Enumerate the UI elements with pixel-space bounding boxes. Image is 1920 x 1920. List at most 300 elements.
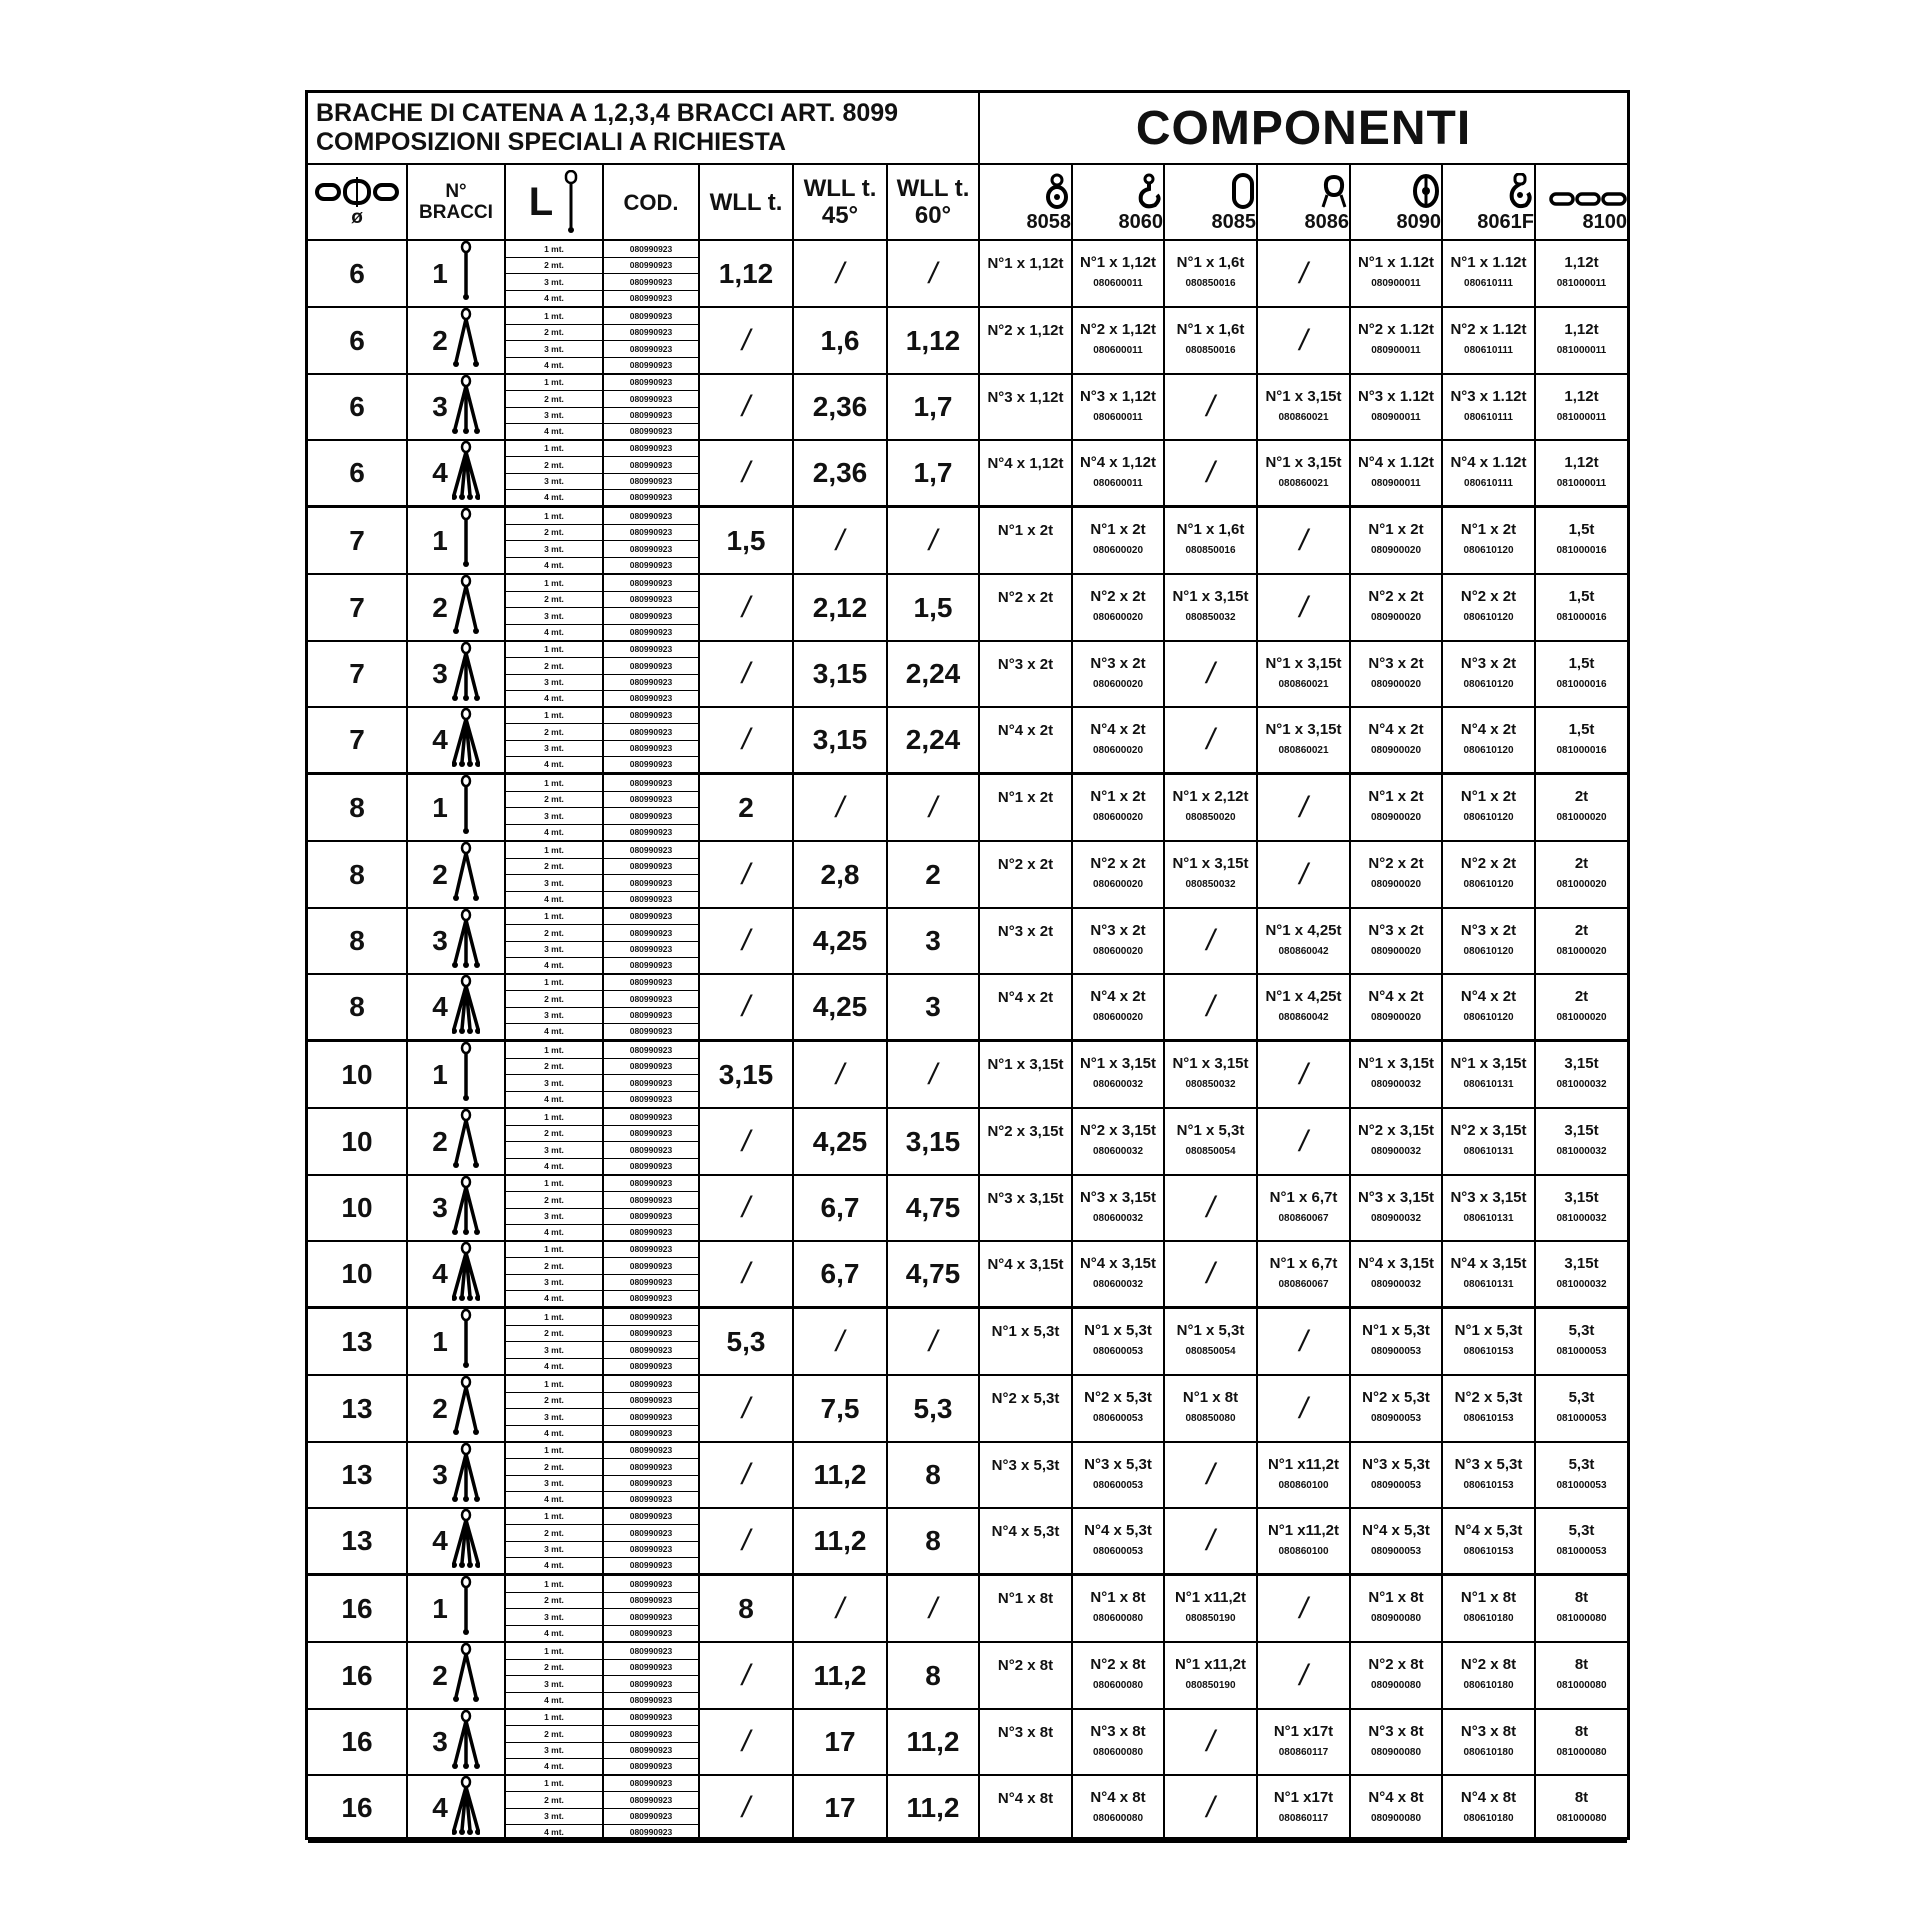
component-cell-8086: / [1258, 1576, 1351, 1643]
component-cell-8060 [1073, 1509, 1165, 1576]
length-cell [506, 1376, 604, 1443]
length-option: 3 mt. [506, 1609, 602, 1626]
component-cell-8058 [980, 1042, 1073, 1109]
component-spec: N°1 x 8t [1182, 1389, 1239, 1406]
sling-legs-icon [452, 1776, 480, 1841]
component-article-code: 081000080 [1556, 1613, 1607, 1624]
component-spec: N°4 x 8t [1460, 1788, 1517, 1806]
component-spec: N°1 x 3,15t [1265, 453, 1342, 471]
component-cell-8061F [1443, 842, 1536, 909]
length-code: 080990923 [604, 608, 698, 625]
length-code: 080990923 [604, 1542, 698, 1558]
component-cell-8086 [1258, 1509, 1351, 1576]
diameter-cell: 13 [308, 1443, 408, 1509]
component-cell-8086: / [1258, 1376, 1351, 1443]
length-cell [506, 1309, 604, 1376]
arms-count: 4 [432, 1258, 448, 1289]
component-code: 8090 [1396, 210, 1441, 233]
component-spec: 1,12t [1564, 453, 1599, 471]
wll-cell: / [700, 1443, 794, 1509]
component-article-code: 080900080 [1370, 1812, 1422, 1824]
wll-cell: 8 [700, 1576, 794, 1643]
component-spec: N°2 x 8t [1090, 1656, 1146, 1673]
component-spec: N°2 x 2t [997, 856, 1054, 873]
length-code: 080990923 [604, 1258, 698, 1274]
component-article-code: 080860117 [1278, 1812, 1329, 1824]
wll45-cell: 11,2 [794, 1443, 888, 1509]
component-cell-8061F [1443, 1576, 1536, 1643]
component-cell-8060 [1073, 1443, 1165, 1509]
component-article-code: 081000020 [1556, 1011, 1607, 1023]
arms-cell [408, 708, 506, 775]
code-cell [604, 1443, 700, 1509]
component-spec: N°3 x 2t [1460, 654, 1517, 672]
component-spec: N°1 x 5,3t [1176, 1322, 1245, 1339]
component-article-code: 081000016 [1556, 744, 1607, 756]
component-cell-8060 [1073, 241, 1165, 308]
wll-header: WLL t. [700, 165, 794, 241]
component-spec: N°4 x 3,15t [1079, 1254, 1157, 1272]
component-cell-8085 [1165, 842, 1258, 909]
arms-cell [408, 241, 506, 308]
length-code: 080990923 [604, 1593, 698, 1610]
diameter-header [308, 165, 408, 241]
length-option: 4 mt. [544, 1827, 564, 1838]
component-spec: N°2 x 3,15t [1450, 1122, 1527, 1139]
arms-count: 3 [432, 1459, 448, 1490]
length-code: 080990923 [629, 894, 673, 904]
diameter-cell: 8 [308, 775, 408, 842]
component-cell-8100 [1536, 1710, 1627, 1776]
length-option: 3 mt. [506, 1409, 602, 1426]
length-code: 080990923 [629, 1227, 673, 1238]
wll60-cell: 2,24 [888, 642, 980, 708]
length-option: 4 mt. [544, 1695, 564, 1705]
length-code: 080990923 [629, 1293, 673, 1304]
length-code: 080990923 [604, 1710, 698, 1726]
component-cell-8061F [1443, 775, 1536, 842]
component-article-code: 080900020 [1370, 678, 1422, 690]
single-leg-icon [563, 170, 579, 234]
length-option: 3 mt. [506, 608, 602, 625]
length-option: 2 mt. [506, 1726, 602, 1742]
component-spec: N°1 x 1,12t [987, 255, 1064, 272]
length-option: 2 mt. [506, 859, 602, 876]
length-code: 080990923 [604, 1059, 698, 1076]
component-spec: N°1 x 3,15t [1172, 855, 1249, 872]
length-code: 080990923 [629, 1361, 673, 1371]
length-option: 1 mt. [506, 1376, 602, 1393]
component-article-code: 080900011 [1371, 411, 1421, 423]
wll45-cell: / [794, 508, 888, 575]
length-header [506, 165, 604, 241]
component-spec: N°1 x 8t [997, 1590, 1054, 1607]
component-cell-8058 [980, 575, 1073, 642]
component-spec: N°2 x 1.12t [1450, 321, 1527, 338]
component-cell-8085: / [1165, 1710, 1258, 1776]
wll45-cell: / [794, 1309, 888, 1376]
component-spec: 5,3t [1568, 1521, 1595, 1539]
component-article-code: 081000080 [1556, 1812, 1607, 1824]
component-spec: N°3 x 2t [1368, 921, 1424, 939]
arms-cell [408, 1710, 506, 1776]
wll-cell: 1,5 [700, 508, 794, 575]
component-cell-8086 [1258, 642, 1351, 708]
arms-cell [408, 1776, 506, 1843]
length-option: 1 mt. [506, 1443, 602, 1459]
component-article-code: 080900053 [1370, 1346, 1422, 1357]
component-cell-8058 [980, 775, 1073, 842]
component-article-code: 080860117 [1278, 1746, 1329, 1758]
wll60-cell: 1,7 [888, 441, 980, 508]
length-option: 3 mt. [506, 408, 602, 424]
wll45-header-line2: 45° [821, 202, 859, 229]
connecting-link-icon [1411, 169, 1441, 211]
component-spec: N°4 x 8t [997, 1790, 1054, 1807]
component-cell-8060 [1073, 975, 1165, 1042]
component-spec: N°4 x 2t [1090, 720, 1146, 738]
component-cell-8090 [1351, 1443, 1443, 1509]
component-spec: N°1 x 3,15t [1079, 1055, 1157, 1072]
diameter-cell: 16 [308, 1576, 408, 1643]
component-cell-8090 [1351, 1309, 1443, 1376]
code-cell [604, 909, 700, 975]
length-code: 080990923 [629, 1695, 673, 1705]
diameter-cell: 10 [308, 1176, 408, 1242]
diameter-cell: 6 [308, 441, 408, 508]
component-cell-8061F [1443, 441, 1536, 508]
length-code: 080990923 [604, 808, 698, 825]
component-article-code: 080850016 [1185, 545, 1236, 556]
length-option: 4 mt. [544, 960, 564, 971]
component-spec: 1,12t [1564, 254, 1599, 271]
component-cell-8058 [980, 1710, 1073, 1776]
length-option: 3 mt. [506, 1342, 602, 1359]
length-option: 2 mt. [506, 391, 602, 407]
length-code: 080990923 [629, 960, 673, 971]
wll60-header [888, 165, 980, 241]
component-spec: N°3 x 3,15t [987, 1190, 1064, 1207]
component-article-code: 081000053 [1556, 1545, 1607, 1557]
sling-legs-icon [452, 842, 480, 907]
component-spec: 8t [1574, 1722, 1589, 1740]
component-spec: 5,3t [1568, 1455, 1595, 1473]
length-code: 080990923 [629, 492, 673, 503]
component-cell-8058 [980, 1443, 1073, 1509]
component-article-code: 080610120 [1463, 879, 1514, 890]
length-option: 4 mt. [544, 1428, 564, 1438]
component-cell-8061F [1443, 1443, 1536, 1509]
component-article-code: 081000020 [1556, 879, 1607, 890]
length-option: 3 mt. [506, 1209, 602, 1225]
component-article-code: 080610180 [1463, 1680, 1514, 1691]
component-spec: N°1 x11,2t [1174, 1589, 1247, 1606]
length-code: 080990923 [604, 925, 698, 941]
length-option: 4 mt. [544, 360, 564, 370]
component-article-code: 080900080 [1370, 1680, 1422, 1691]
component-article-code: 081000032 [1556, 1212, 1607, 1224]
arms-count: 2 [432, 1125, 448, 1157]
length-code: 080990923 [604, 592, 698, 609]
wll45-header [794, 165, 888, 241]
component-article-code: 080600080 [1092, 1613, 1144, 1624]
master-assembly-icon [1319, 169, 1349, 211]
sling-legs-icon [452, 241, 480, 306]
component-spec: N°1 x 2t [1368, 521, 1424, 538]
component-article-code: 080600053 [1092, 1545, 1144, 1557]
component-spec: N°3 x 5,3t [1084, 1455, 1152, 1473]
length-code: 080990923 [604, 775, 698, 792]
component-article-code: 080860067 [1278, 1278, 1329, 1290]
component-spec: N°1 x 2t [1090, 521, 1146, 538]
component-article-code: 081000011 [1556, 345, 1607, 356]
component-cell-8085 [1165, 508, 1258, 575]
componenti-title: COMPONENTI [980, 93, 1627, 165]
component-article-code: 080900053 [1370, 1479, 1422, 1491]
diameter-symbol: ø [351, 206, 363, 228]
length-option: 3 mt. [506, 1075, 602, 1092]
code-cell [604, 575, 700, 642]
length-option: 3 mt. [506, 1008, 602, 1024]
component-cell-8060 [1073, 1109, 1165, 1176]
table-title [308, 93, 980, 165]
component-code: 8061F [1477, 210, 1534, 233]
component-spec: 1,5t [1568, 720, 1595, 738]
length-code: 080990923 [604, 575, 698, 592]
diameter-cell: 10 [308, 1109, 408, 1176]
wll45-cell: 4,25 [794, 1109, 888, 1176]
component-cell-8060 [1073, 441, 1165, 508]
component-cell-8100 [1536, 1643, 1627, 1710]
wll-cell: / [700, 1176, 794, 1242]
component-cell-8085: / [1165, 1242, 1258, 1309]
component-cell-8061F [1443, 909, 1536, 975]
component-spec: N°3 x 2t [997, 656, 1054, 673]
wll60-cell: 5,3 [888, 1376, 980, 1443]
component-spec: N°1 x 4,25t [1265, 921, 1342, 939]
sling-legs-icon [452, 508, 480, 573]
length-option: 1 mt. [506, 642, 602, 658]
component-cell-8086: / [1258, 1042, 1351, 1109]
length-code: 080990923 [629, 827, 673, 837]
length-option: 4 mt. [544, 1361, 564, 1371]
component-spec: N°3 x 2t [1368, 654, 1424, 672]
length-code: 080990923 [604, 1192, 698, 1208]
component-cell-8100 [1536, 441, 1627, 508]
length-code: 080990923 [604, 258, 698, 275]
length-option: 2 mt. [506, 1459, 602, 1475]
arms-cell [408, 1509, 506, 1576]
component-article-code: 080860021 [1278, 411, 1329, 423]
wll45-cell: 11,2 [794, 1509, 888, 1576]
length-code: 080990923 [604, 408, 698, 424]
wll-cell: 1,12 [700, 241, 794, 308]
component-article-code: 080610153 [1463, 1413, 1514, 1424]
component-cell-8058 [980, 842, 1073, 909]
component-header-8100 [1536, 165, 1627, 241]
component-cell-8061F [1443, 1042, 1536, 1109]
arms-cell [408, 642, 506, 708]
wll60-cell: 1,5 [888, 575, 980, 642]
component-article-code: 080860021 [1278, 678, 1329, 690]
component-article-code: 080610120 [1463, 612, 1514, 623]
component-cell-8086: / [1258, 1643, 1351, 1710]
sling-legs-icon [452, 1309, 480, 1374]
component-cell-8100 [1536, 909, 1627, 975]
component-spec: N°1 x17t [1273, 1722, 1334, 1740]
length-cell [506, 1176, 604, 1242]
component-spec: N°1 x 1,6t [1176, 254, 1245, 271]
component-cell-8085: / [1165, 441, 1258, 508]
length-option: 2 mt. [506, 1126, 602, 1143]
length-option: 2 mt. [506, 1326, 602, 1343]
component-article-code: 080600080 [1092, 1680, 1144, 1691]
length-code: 080990923 [604, 842, 698, 859]
length-cell [506, 441, 604, 508]
component-cell-8060 [1073, 1710, 1165, 1776]
wll-cell: / [700, 1509, 794, 1576]
component-spec: N°1 x 2t [997, 522, 1054, 539]
sling-legs-icon [452, 909, 480, 974]
length-code: 080990923 [629, 759, 673, 770]
length-code: 080990923 [604, 1443, 698, 1459]
component-spec: N°2 x 8t [997, 1657, 1054, 1674]
component-article-code: 080860100 [1278, 1479, 1329, 1491]
arms-count: 2 [432, 591, 448, 623]
component-spec: N°3 x 1.12t [1357, 387, 1435, 405]
component-header-8090 [1351, 165, 1443, 241]
component-cell-8090 [1351, 1710, 1443, 1776]
arms-count: 4 [432, 724, 448, 755]
length-code: 080990923 [629, 1827, 673, 1838]
component-article-code: 080600053 [1092, 1479, 1144, 1491]
arms-cell [408, 508, 506, 575]
length-option: 3 mt. [506, 875, 602, 892]
component-spec: N°1 x 5,3t [991, 1323, 1060, 1340]
component-cell-8090 [1351, 975, 1443, 1042]
length-code: 080990923 [604, 658, 698, 674]
length-option: 2 mt. [506, 991, 602, 1007]
length-option: 1 mt. [506, 508, 602, 525]
diameter-cell: 7 [308, 508, 408, 575]
component-cell-8061F [1443, 375, 1536, 441]
component-spec: N°4 x 2t [1460, 987, 1517, 1005]
component-cell-8086 [1258, 1443, 1351, 1509]
length-code: 080990923 [604, 1476, 698, 1492]
component-article-code: 080610131 [1463, 1146, 1514, 1157]
wll-cell: 5,3 [700, 1309, 794, 1376]
length-code: 080990923 [604, 1509, 698, 1525]
wll45-cell: / [794, 1042, 888, 1109]
wll60-cell: 1,12 [888, 308, 980, 375]
length-option: 3 mt. [506, 675, 602, 691]
wll-cell: / [700, 708, 794, 775]
length-code: 080990923 [604, 975, 698, 991]
wll60-cell: 3,15 [888, 1109, 980, 1176]
component-spec: 8t [1574, 1788, 1589, 1806]
length-cell [506, 508, 604, 575]
component-cell-8060 [1073, 575, 1165, 642]
code-cell [604, 1109, 700, 1176]
length-code: 080990923 [604, 859, 698, 876]
component-spec: N°4 x 8t [1368, 1788, 1424, 1806]
component-article-code: 080900032 [1370, 1079, 1422, 1090]
component-spec: 8t [1574, 1656, 1589, 1673]
component-cell-8090 [1351, 909, 1443, 975]
component-spec: N°4 x 1.12t [1357, 453, 1435, 471]
component-article-code: 080600020 [1092, 879, 1144, 890]
component-article-code: 080610153 [1463, 1545, 1514, 1557]
component-cell-8090 [1351, 508, 1443, 575]
component-spec: N°1 x 2t [997, 789, 1054, 806]
component-spec: N°2 x 2t [1090, 855, 1146, 872]
length-code: 080990923 [629, 1628, 673, 1638]
component-cell-8090 [1351, 708, 1443, 775]
component-article-code: 081000016 [1556, 612, 1607, 623]
component-cell-8061F [1443, 575, 1536, 642]
component-spec: N°4 x 2t [1090, 987, 1146, 1005]
component-spec: N°4 x 5,3t [1362, 1521, 1430, 1539]
component-spec: 1,12t [1564, 321, 1599, 338]
length-option: 3 mt. [506, 808, 602, 825]
arms-cell [408, 1376, 506, 1443]
component-spec: N°4 x 2t [997, 989, 1054, 1006]
component-code: 8058 [1026, 210, 1071, 233]
wll45-cell: / [794, 1576, 888, 1643]
length-code: 080990923 [604, 525, 698, 542]
length-option: 2 mt. [506, 1059, 602, 1076]
component-article-code: 080900032 [1370, 1212, 1422, 1224]
arms-count: 4 [432, 1792, 448, 1823]
wll-cell: / [700, 375, 794, 441]
component-spec: N°1 x 1,12t [1079, 254, 1157, 271]
component-article-code: 080610111 [1464, 345, 1513, 356]
code-cell [604, 1242, 700, 1309]
wll60-cell: / [888, 508, 980, 575]
length-code: 080990923 [604, 1376, 698, 1393]
chain-icon [1549, 169, 1627, 211]
length-code: 080990923 [604, 724, 698, 740]
component-spec: N°2 x 1.12t [1357, 321, 1435, 338]
wll-cell: / [700, 909, 794, 975]
component-cell-8085 [1165, 1042, 1258, 1109]
component-spec: N°4 x 2t [1368, 720, 1424, 738]
length-option: 4 mt. [544, 1227, 564, 1238]
component-cell-8090 [1351, 308, 1443, 375]
component-spec: N°3 x 1,12t [1079, 387, 1157, 405]
length-option: 3 mt. [506, 1142, 602, 1159]
length-code: 080990923 [604, 1409, 698, 1426]
length-cell [506, 1242, 604, 1309]
arms-header [408, 165, 506, 241]
code-cell [604, 1176, 700, 1242]
diameter-cell: 8 [308, 909, 408, 975]
length-option: 2 mt. [506, 1593, 602, 1610]
arms-cell [408, 909, 506, 975]
length-code: 080990923 [604, 1275, 698, 1291]
length-cell [506, 1643, 604, 1710]
length-option: 4 mt. [544, 1161, 564, 1171]
length-option: 1 mt. [506, 575, 602, 592]
component-spec: N°1 x 8t [1460, 1589, 1517, 1606]
component-article-code: 080900020 [1370, 744, 1422, 756]
component-spec: N°2 x 2t [1460, 588, 1517, 605]
length-option: 2 mt. [506, 1660, 602, 1677]
wll45-cell: 2,8 [794, 842, 888, 909]
wll-cell: / [700, 642, 794, 708]
arms-cell [408, 1242, 506, 1309]
component-article-code: 080850020 [1185, 812, 1236, 823]
